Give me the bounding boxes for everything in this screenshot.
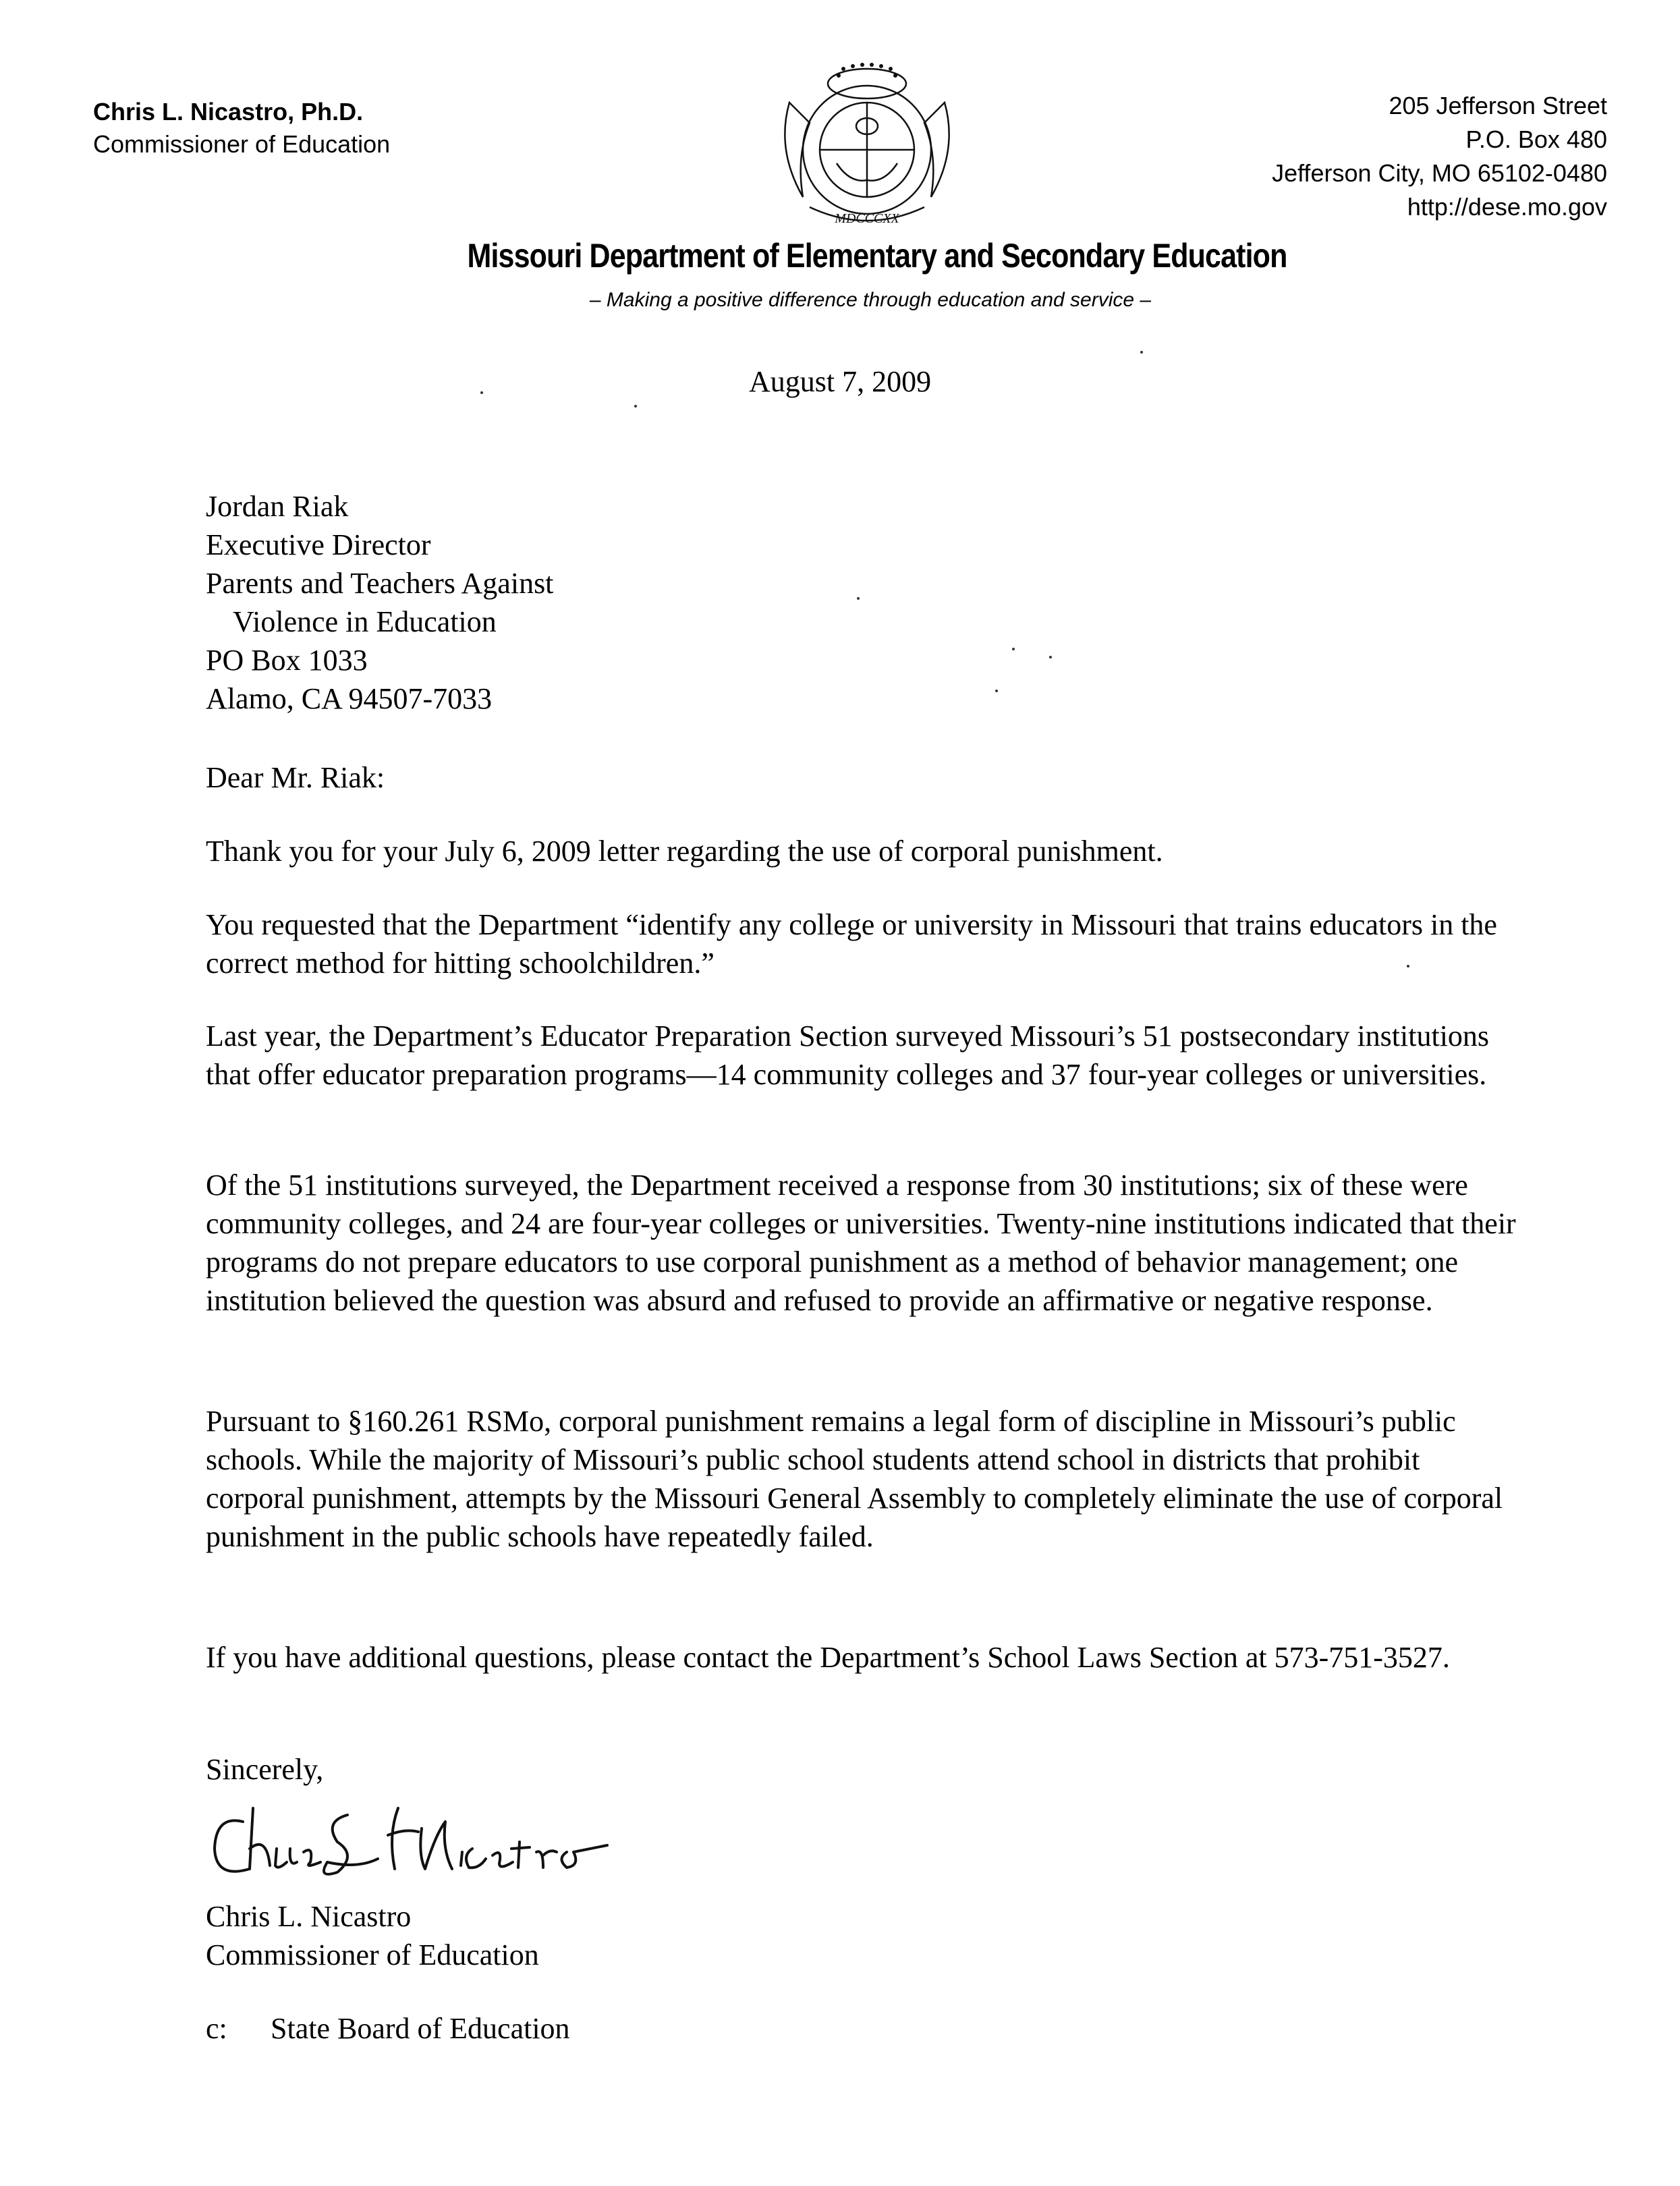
organization-tagline: – Making a positive difference through education and service –: [589, 289, 1152, 311]
address-website: http://dese.mo.gov: [1407, 193, 1607, 221]
signer-name: Chris L. Nicastro: [206, 1900, 412, 1933]
recipient-city: Alamo, CA 94507-7033: [206, 682, 493, 715]
closing: Sincerely,: [206, 1753, 324, 1786]
sender-name: Chris L. Nicastro, Ph.D.: [93, 98, 364, 125]
recipient-name: Jordan Riak: [206, 490, 349, 523]
organization-title: Missouri Department of Elementary and Secondary Education: [467, 237, 1287, 275]
address-city: Jefferson City, MO 65102-0480: [1272, 159, 1607, 187]
address-street: 205 Jefferson Street: [1389, 92, 1607, 119]
recipient-title: Executive Director: [206, 528, 431, 561]
cc-recipient: State Board of Education: [271, 2012, 570, 2045]
cc-label: c:: [206, 2012, 227, 2045]
recipient-org-line-2: Violence in Education: [233, 605, 497, 638]
address-block: [1272, 89, 1607, 224]
signer-title: Commissioner of Education: [206, 1938, 539, 1971]
recipient-org-line-1: Parents and Teachers Against: [206, 567, 554, 600]
sender-title: Commissioner of Education: [93, 130, 391, 158]
address-po-box: P.O. Box 480: [1465, 125, 1607, 153]
recipient-po-box: PO Box 1033: [206, 644, 368, 677]
paragraph-3: Last year, the Department’s Educator Preparation Section surveyed Missouri’s 51 postsecondary institutions that offer educator preparation programs—14 community colleges and 37 four-year colleges or universities.: [206, 1019, 1490, 1091]
recipient-block: [206, 487, 1521, 718]
paragraph-6: If you have additional questions, please contact the Department’s School Laws Section at 573-751-3527.: [206, 1641, 1450, 1674]
cc-line: [206, 2009, 1521, 2048]
signer-block: [206, 1897, 1521, 1974]
seal-text: MDCCCXX: [835, 211, 899, 226]
paragraph-1: Thank you for your July 6, 2009 letter regarding the use of corporal punishment.: [206, 835, 1163, 868]
handwritten-signature: [202, 1795, 675, 1889]
paragraph-2: You requested that the Department “identify any college or university in Missouri that trains educators in the correct method for hitting schoolchildren.”: [206, 908, 1497, 980]
paragraph-4: Of the 51 institutions surveyed, the Department received a response from 30 institutions; six of these were community colleges, and 24 are four-year colleges or universities. Twenty-nine institutions indicated that their programs do not prepare educators to use corporal punishment as a method of behavior management; one institution believed the question was absurd and refused to provide an affirmative or negative response.: [206, 1169, 1516, 1317]
salutation: Dear Mr. Riak:: [206, 761, 385, 794]
paragraph-5: Pursuant to §160.261 RSMo, corporal punishment remains a legal form of discipline in Missouri’s public schools. While the majority of Missouri’s public school students attend school in districts that prohibit corporal punishment, attempts by the Missouri General Assembly to completely eliminate the use of corporal punishment in the public schools have repeatedly failed.: [206, 1405, 1503, 1553]
sender-block: [93, 96, 390, 161]
letter-date: August 7, 2009: [749, 365, 932, 398]
state-seal-icon: [762, 55, 972, 237]
